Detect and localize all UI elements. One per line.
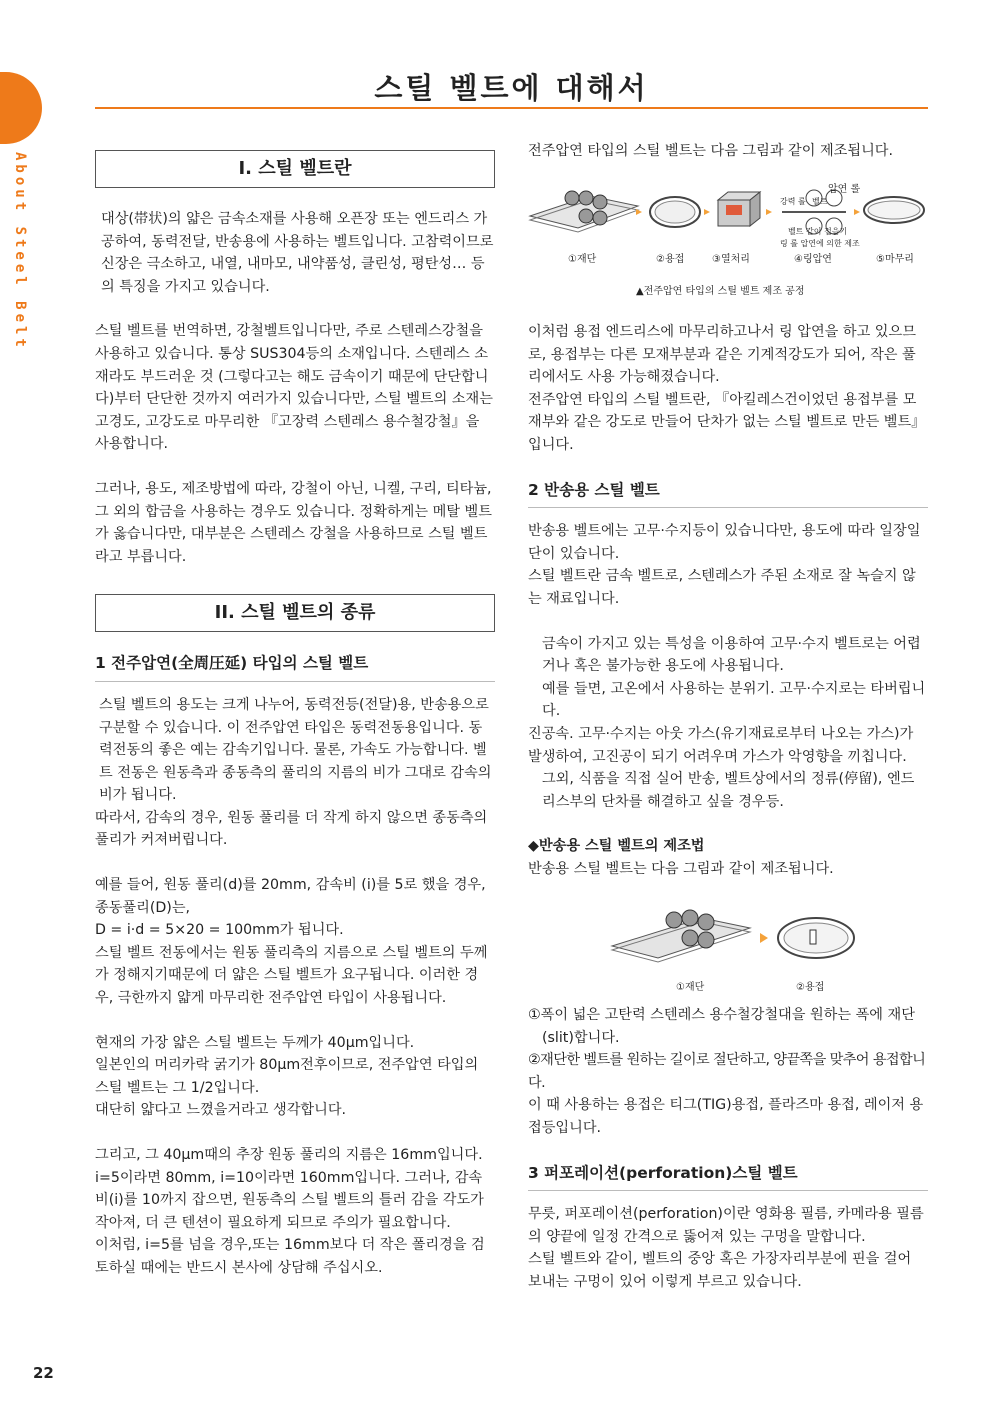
title-divider xyxy=(95,107,928,109)
subsection-divider xyxy=(528,1190,928,1191)
figure-label-ring: 링 롤 압연에 의한 제조 xyxy=(780,239,860,248)
conveyor-illustration xyxy=(610,900,870,972)
figure-conveyor-process xyxy=(610,900,870,996)
paragraph: 전주압연 타입의 스틸 벨트란, 『아킬레스건이었던 용접부를 모재부와 같은 강도로 만들어 단차가 없는 스틸 벨트로 만든 벨트』입니다. xyxy=(528,391,926,453)
page-number: 22 xyxy=(33,1364,54,1382)
paragraph: 이 때 사용하는 용접은 티그(TIG)용접, 플라즈마 용접, 레이저 용접등입니다. xyxy=(528,1097,924,1136)
paragraph: 스틸 벨트와 같이, 벨트의 중앙 혹은 가장자리부분에 핀을 걸어 보내는 구멍이 있어 이렇게 부르고 있습니다. xyxy=(528,1251,912,1290)
page-title: 스틸 벨트에 대해서 xyxy=(374,71,649,105)
paragraph: 스틸 벨트 전동에서는 원동 풀리측의 지름으로 스틸 벨트의 두께가 정해지기때문에 더 얇은 스틸 벨트가 요구됩니다. 이러한 경우, 극한까지 얇게 마무리한 전주압연 타입이 사용됩니다. xyxy=(95,944,488,1007)
paragraph: 대상(帯状)의 얇은 금속소재를 사용해 오픈장 또는 엔드리스 가공하여, 동력전달, 반송용에 사용하는 벨트입니다. 고참력이므로 신장은 극소하고, 내열, 내마모, 내약품성, 클린성, 평탄성… 등의 특징을 가지고 있습니다. xyxy=(101,211,494,295)
paragraph: 이처럼, i=5를 넘을 경우,또는 16mm보다 더 작은 폴리경을 검토하실 때에는 반드시 본사에 상담해 주십시오. xyxy=(95,1237,485,1276)
side-label: About Steel Belt xyxy=(12,152,28,351)
right-column-middle xyxy=(528,321,928,880)
figure-label-strong-roll: 강력 롤 xyxy=(780,197,806,206)
step-label: ②용접 xyxy=(656,254,685,265)
figure-label-fold: 벨트 같이 접을기 xyxy=(788,227,848,236)
paragraph: 그외, 식품을 직접 실어 반송, 벨트상에서의 정류(停留), 엔드리스부의 단차를 해결하고 싶을 경우등. xyxy=(542,771,915,810)
right-intro xyxy=(528,140,928,163)
paragraph: D = i·d = 5×20 = 100mm가 됩니다. xyxy=(95,922,344,939)
paragraph: 스틸 벨트를 번역하면, 강철벨트입니다만, 주로 스텐레스강철을 사용하고 있습니다. 통상 SUS304등의 소재입니다. 스텐레스 소재라도 부드러운 것 (그렇다고는 해도 금속이기 때문에 단단합니다)부터 단단한 것까지 여러가지 있습니다만, 스틸 벨트의 소재는 고경도, 고강도로 마무리한 『고장력 스텐레스 용수철강철』을 사용합니다. xyxy=(95,323,493,453)
step-label: ④링압연 xyxy=(794,254,832,265)
figure-caption: ▲전주압연 타입의 스틸 벨트 제조 공정 xyxy=(636,286,805,297)
left-column xyxy=(95,150,495,1280)
figure-label-roll: 압연 롤 xyxy=(828,184,861,195)
paragraph: 예를 들어, 원동 풀리(d)를 20mm, 감속비 (i)를 5로 했을 경우, 종동풀리(D)는, xyxy=(95,877,486,916)
step-label: ⑤마무리 xyxy=(876,254,914,265)
paragraph: ①폭이 넓은 고탄력 스텐레스 용수철강철대을 원하는 폭에 재단(slit)합니다. xyxy=(528,1007,915,1046)
section-2-heading: II. 스틸 벨트의 종류 xyxy=(95,594,495,632)
figure-label-belt: 벨트 xyxy=(812,197,828,206)
paragraph: 따라서, 감속의 경우, 원동 풀리를 더 작게 하지 않으면 종동측의 풀리가 커져버립니다. xyxy=(95,809,488,849)
paragraph: 금속이 가지고 있는 특성을 이용하여 고무·수지 벨트로는 어렵거나 혹은 불가능한 용도에 사용됩니다. xyxy=(542,635,921,675)
subsection-3-heading: 3 퍼포레이션(perforation)스틸 벨트 xyxy=(528,1163,798,1182)
paragraph: ②재단한 벨트를 원하는 길이로 절단하고, 양끝쪽을 맞추어 용접합니다. xyxy=(528,1052,926,1091)
paragraph: 현재의 가장 얇은 스틸 벨트는 두께가 40μm입니다. xyxy=(95,1034,415,1051)
paragraph: 그리고, 그 40μm때의 추장 원동 풀리의 지름은 16mm입니다. i=5이라면 80mm, i=10이라면 160mm입니다. 그러나, 감속비(i)를 10까지 잡으면, 원동측의 스틸 벨트의 틀러 감을 각도가 작아져, 더 큰 텐션이 필요하게 되므로 주의가 필요합니다. xyxy=(95,1147,484,1231)
method-heading: ◆반송용 스틸 벨트의 제조법 xyxy=(528,838,705,855)
subsection-1-heading: 1 전주압연(全周圧延) 타입의 스틸 벨트 xyxy=(95,654,369,673)
paragraph: 반송용 스틸 벨트는 다음 그림과 같이 제조됩니다. xyxy=(528,860,834,877)
step-label: ①재단 xyxy=(676,982,705,993)
subsection-2-heading: 2 반송용 스틸 벨트 xyxy=(528,480,660,499)
paragraph: 이처럼 용접 엔드리스에 마무리하고나서 링 압연을 하고 있으므로, 용접부는 다른 모재부분과 같은 기계적강도가 되어, 작은 풀리에서도 사용 가능해졌습니다. xyxy=(528,324,916,386)
step-label: ②용접 xyxy=(796,982,825,993)
paragraph: 스틸 벨트의 용도는 크게 나누어, 동력전등(전달)용, 반송용으로 구분할 수 있습니다. 이 전주압연 타입은 동력전동용입니다. 동력전동의 좋은 예는 감속기입니다. 물론, 가속도 가능합니다. 벨트 전동은 원동측과 종동측의 풀리의 지름의 비가 그대로 감속의 비가 됩니다. xyxy=(99,696,492,804)
paragraph: 예를 들면, 고온에서 사용하는 분위기. 고무·수지로는 타버립니다. xyxy=(542,680,926,720)
paragraph: 일본인의 머리카락 굵기가 80μm전후이므로, 전주압연 타입의 스틸 벨트는 그 1/2입니다. xyxy=(95,1057,479,1096)
paragraph: 반송용 벨트에는 고무·수지등이 있습니다만, 용도에 따라 일장일단이 있습니다. xyxy=(528,523,921,562)
subsection-divider xyxy=(95,681,495,682)
paragraph: 스틸 벨트란 금속 벨트로, 스텐레스가 주된 소재로 잘 녹슬지 않는 재료입니다. xyxy=(528,568,916,607)
side-tab xyxy=(0,72,42,144)
figure-full-rolling-process xyxy=(528,176,928,296)
paragraph: 그러나, 용도, 제조방법에 따라, 강철이 아닌, 니켈, 구리, 티타늄,그 외의 합금을 사용하는 경우도 있습니다. 정확하게는 메탈 벨트가 옳습니다만, 대부분은 스텐레스 강철을 사용하므로 스틸 벨트라고 부릅니다. xyxy=(95,480,492,565)
step-label: ①재단 xyxy=(568,254,597,265)
right-column-bottom xyxy=(528,1004,928,1294)
subsection-divider xyxy=(528,507,928,508)
section-1-heading: I. 스틸 벨트란 xyxy=(95,150,495,188)
step-label: ③열처리 xyxy=(712,254,750,265)
paragraph: 진공속. 고무·수지는 아웃 가스(유기재료로부터 나오는 가스)가 발생하여, 고진공이 되기 어려우며 가스가 악영향을 끼칩니다. xyxy=(528,725,914,765)
paragraph: 대단히 얇다고 느꼈을거라고 생각합니다. xyxy=(95,1102,347,1119)
paragraph: 무릇, 퍼포레이션(perforation)이란 영화용 필름, 카메라용 필름의 양끝에 일정 간격으로 뚫어져 있는 구멍을 말합니다. xyxy=(528,1206,924,1245)
paragraph: 전주압연 타입의 스틸 벨트는 다음 그림과 같이 제조됩니다. xyxy=(528,143,894,159)
